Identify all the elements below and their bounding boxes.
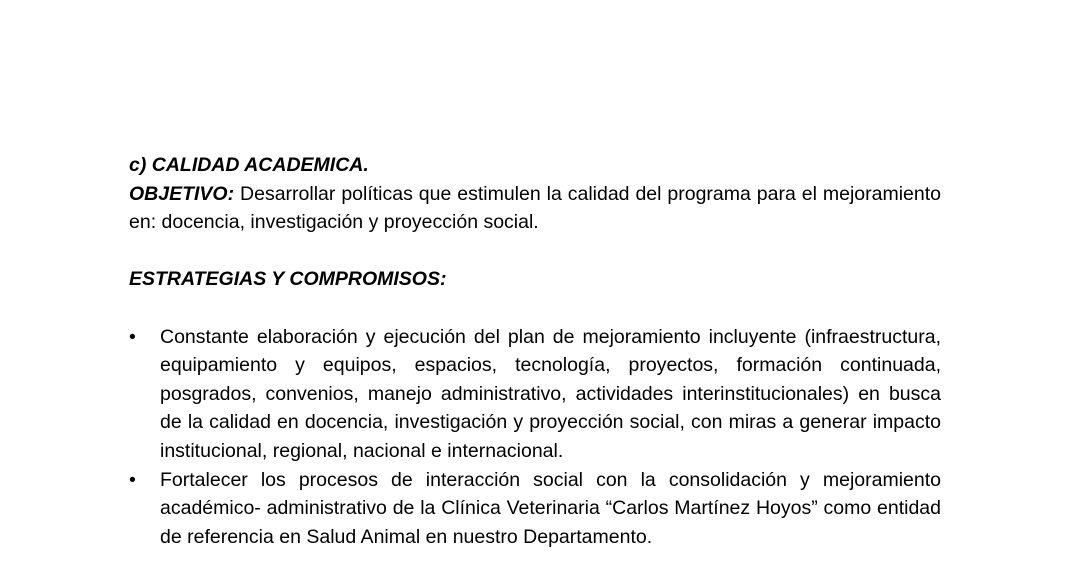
spacer: [129, 294, 941, 323]
strategies-heading: ESTRATEGIAS Y COMPROMISOS:: [129, 268, 447, 291]
objective-paragraph: [129, 180, 941, 237]
objective-text: Desarrollar políticas que estimulen la calidad del programa para el mejoramiento en: docencia, investigación y proyección social.: [129, 182, 941, 234]
list-item: [129, 323, 941, 466]
spacer: [129, 237, 941, 266]
bullet-icon: •: [129, 468, 136, 491]
strategies-list: [129, 323, 941, 552]
objective-label: OBJETIVO:: [129, 182, 235, 205]
bullet-icon: •: [129, 325, 136, 348]
document-content: [129, 151, 941, 551]
list-item: [129, 466, 941, 552]
list-item-text: Constante elaboración y ejecución del plan de mejoramiento incluyente (infraestructura, equipamiento y equipos, espacios, tecnología, proyectos, formación continuada, posgrados, convenios, manejo administrativo, actividades interinstitucionales) en busca de la calidad en docencia, investigación y proyección social, con miras a generar impacto institucional, regional, nacional e internacional.: [160, 325, 941, 462]
list-item-text: Fortalecer los procesos de interacción social con la consolidación y mejoramiento académico- administrativo de la Clínica Veterinaria “Carlos Martínez Hoyos” como entidad de referencia en Salud Animal en nuestro Departamento.: [160, 468, 941, 548]
section-title: c) CALIDAD ACADEMICA.: [129, 154, 369, 176]
